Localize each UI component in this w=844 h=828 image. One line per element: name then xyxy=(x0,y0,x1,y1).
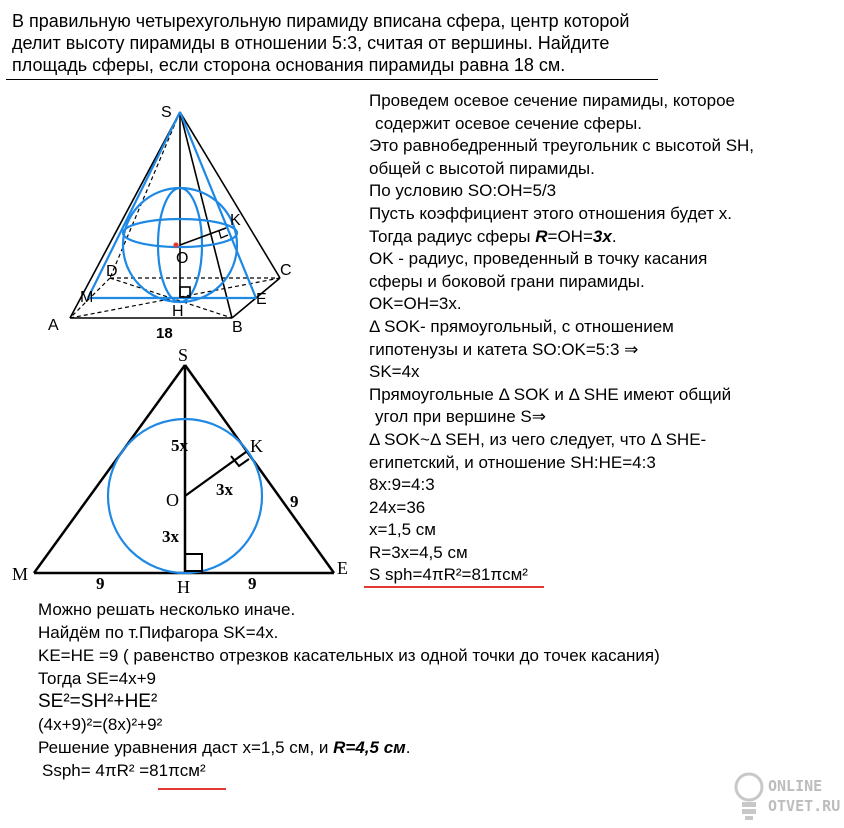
solution-line: SK=4x xyxy=(369,362,420,382)
solution-text xyxy=(369,90,839,587)
alt-line: SE²=SH²+HE² xyxy=(38,691,158,712)
label-base-length: 18 xyxy=(156,325,173,342)
problem-line: В правильную четырехугольную пирамиду вписана сфера, центр которой xyxy=(12,11,630,31)
watermark-line: OTVET.RU xyxy=(768,797,841,815)
section-sm xyxy=(88,112,180,298)
alt-line: Найдём по т.Пифагора SK=4x. xyxy=(38,623,279,642)
label-m-bottom: M xyxy=(12,564,29,584)
label-a-top: A xyxy=(48,317,59,334)
label-h-bottom: H xyxy=(177,577,190,597)
label-o-top: O xyxy=(176,250,189,267)
text-run: Решение уравнения даст x=1,5 см, и xyxy=(38,738,334,757)
text-run: =OH= xyxy=(547,226,593,246)
text-run: 3x xyxy=(592,226,612,246)
solution-line: Это равнобедренный треугольник с высотой SH, xyxy=(369,136,755,156)
label-mh: 9 xyxy=(96,574,105,593)
watermark-line: ONLINE xyxy=(768,777,823,795)
section-se xyxy=(180,112,256,298)
watermark-text xyxy=(768,776,840,816)
solution-line: Δ SOK~Δ SEH, из чего следует, что Δ SHE- xyxy=(369,429,707,449)
problem-line: делит высоту пирамиды в отношении 5:3, считая от вершины. Найдите xyxy=(12,33,610,53)
label-h-top: H xyxy=(172,303,184,320)
label-ke: 9 xyxy=(290,492,299,511)
alt-line: Можно решать несколько иначе. xyxy=(38,600,296,619)
right-angle-k xyxy=(219,231,228,238)
alt-line: Тогда SE=4x+9 xyxy=(38,669,156,688)
solution-line: гипотенузы и катета SO:OK=5:3 ⇒ xyxy=(369,339,639,359)
label-d-top: D xyxy=(106,263,118,280)
text-run: Тогда радиус сферы xyxy=(369,226,536,246)
label-s-top: S xyxy=(161,104,172,121)
solution-line: Прямоугольные Δ SOK и Δ SHE имеют общий xyxy=(369,384,732,404)
label-c-top: C xyxy=(280,262,292,279)
problem-line: площадь сферы, если сторона основания пирамиды равна 18 см. xyxy=(12,55,566,75)
solution-line: Проведем осевое сечение пирамиды, которое xyxy=(369,91,735,110)
label-k-bottom: K xyxy=(250,436,263,456)
solution-line: R=3x=4,5 см xyxy=(369,542,468,562)
alt-line: (4x+9)²=(8x)²+9² xyxy=(38,715,163,734)
answer-underline xyxy=(364,586,544,588)
edge-sc xyxy=(180,112,280,278)
solution-line: По условию SO:OH=5/3 xyxy=(369,181,557,201)
solution-line: угол при вершине S⇒ xyxy=(375,407,546,427)
side-se xyxy=(185,365,334,573)
text-run: . xyxy=(405,738,411,757)
solution-line: OK=OH=3x. xyxy=(369,294,462,314)
text-run: R xyxy=(535,226,548,246)
section-figure xyxy=(12,345,348,597)
solution-line: Пусть коэффициент этого отношения будет x. xyxy=(369,203,733,223)
label-s-bottom: S xyxy=(178,345,189,365)
solution-line: 8x:9=4:3 xyxy=(369,475,435,495)
label-e-top: E xyxy=(256,291,267,308)
label-m-top: M xyxy=(80,289,94,306)
label-k-top: K xyxy=(230,212,241,229)
label-oh: 3x xyxy=(162,527,179,546)
right-angle-h-bottom xyxy=(185,554,202,571)
solution-line: египетский, и отношение SH:HE=4:3 xyxy=(369,452,656,472)
alt-answer: Ssph= 4πR² =81πсм² xyxy=(42,761,206,780)
label-b-top: B xyxy=(232,319,243,336)
alternative-solution xyxy=(38,598,838,782)
pyramid-figure xyxy=(48,104,292,342)
solution-line: 24x=36 xyxy=(369,497,426,517)
label-ok: 3x xyxy=(216,480,233,499)
solution-line: x=1,5 см xyxy=(369,520,436,540)
text-run: R=4,5 см xyxy=(333,738,406,757)
center-dot xyxy=(173,242,178,247)
label-e-bottom: E xyxy=(337,558,348,578)
alt-answer-underline xyxy=(158,788,226,790)
solution-line: содержит осевое сечение сферы. xyxy=(375,113,642,133)
solution-line: Δ SOK- прямоугольный, с отношением xyxy=(369,316,674,336)
label-so: 5x xyxy=(171,436,188,455)
lightbulb-icon xyxy=(732,770,766,822)
label-o-bottom: O xyxy=(166,490,179,510)
watermark xyxy=(732,768,842,824)
text-run: . xyxy=(611,226,617,246)
alt-line xyxy=(38,736,838,759)
solution-line: сферы и боковой грани пирамиды. xyxy=(369,271,645,291)
solution-line: OK - радиус, проведенный в точку касания xyxy=(369,249,708,269)
alt-line: KE=HE =9 ( равенство отрезков касательных из одной точки до точек касания) xyxy=(38,646,660,665)
solution-line xyxy=(369,226,839,249)
label-he: 9 xyxy=(248,574,257,593)
solution-answer: S sph=4πR²=81πсм² xyxy=(369,565,528,585)
solution-line: общей с высотой пирамиды. xyxy=(369,158,595,178)
